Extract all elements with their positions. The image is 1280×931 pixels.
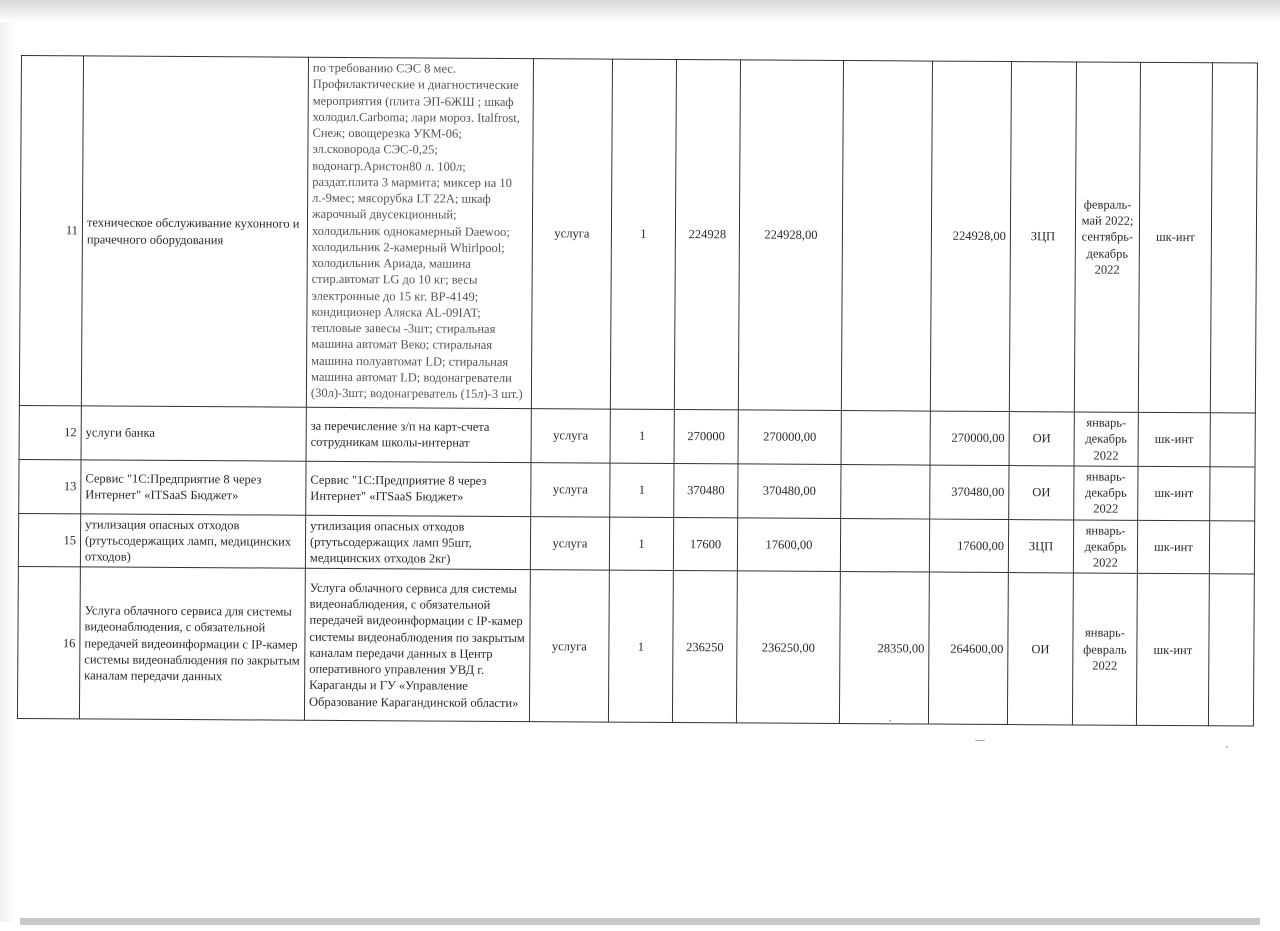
scan-bottom-edge [20,918,1260,925]
unit-cell: услуга [531,409,610,463]
quantity-cell: 1 [608,570,673,722]
scan-speck [889,720,891,722]
unit-cell: услуга [531,462,610,516]
total-cell: 370480,00 [930,465,1009,519]
last-cell [1208,574,1254,726]
service-specification: за перечисление з/п на карт-счета сотрудникам школы-интернат [306,407,531,462]
table-row [19,405,1255,466]
service-specification: утилизация опасных отходов (ртутьсодержащих ламп 95шт, медицинских отходов 2кг) [305,515,530,570]
procurement-table [17,55,1258,727]
extra-cell [840,518,929,572]
sum-cell: 236250,00 [736,571,840,724]
period-cell: январь-декабрь 2022 [1074,466,1138,520]
service-name: Сервис "1С:Предприятие 8 через Интернет" «ITSaaS Бюджет» [81,460,306,515]
sum-cell: 224928,00 [738,60,843,411]
sum-cell: 17600,00 [737,517,840,571]
row-number: 13 [19,459,81,513]
scan-speck [1226,746,1228,748]
service-name: техническое обслуживание кухонного и прачечного оборудования [81,56,308,407]
row-number: 11 [19,56,83,406]
price-cell: 370480 [674,463,738,517]
last-cell [1210,467,1255,521]
method-cell: ЗЦП [1008,519,1073,573]
sum-cell: 370480,00 [738,464,841,518]
table-row [19,459,1255,520]
last-cell [1209,520,1254,574]
total-cell: 270000,00 [930,411,1009,465]
service-specification: Услуга облачного сервиса для системы видеонаблюдения, с обязательной передачей видеоинформации с IP-камер системы видеонаблюдения по закрытым каналам передачи данных в Центр оперативного управления УВД г. Караганды и ГУ «Управление Образование Карагандинской области» [304,568,530,721]
last-cell [1210,63,1257,413]
organizer-cell: шк-инт [1136,574,1209,726]
service-specification: Сервис "1С:Предприятие 8 через Интернет" «ITSaaS Бюджет» [306,461,531,516]
service-name: услуги банка [81,406,306,461]
method-cell: ОИ [1009,412,1074,466]
scan-left-edge [0,22,18,922]
table-row [19,56,1257,414]
organizer-cell: шк-инт [1138,412,1210,466]
sum-cell: 270000,00 [738,410,841,464]
service-name: Услуга облачного сервиса для системы видеонаблюдения, с обязательной передачей видеоинформации с IP-камер системы видеонаблюдения по закрытым каналам передачи данных [79,567,305,720]
price-cell: 17600 [673,517,737,571]
total-cell: 264600,00 [928,572,1008,724]
extra-cell [841,411,930,465]
method-cell: ОИ [1009,465,1074,519]
method-cell: ЗЦП [1009,62,1076,412]
quantity-cell: 1 [610,409,674,463]
method-cell: ОИ [1007,573,1073,725]
service-name: утилизация опасных отходов (ртутьсодержащих ламп, медицинских отходов) [80,513,305,568]
quantity-cell: 1 [610,59,676,409]
price-cell: 270000 [674,409,738,463]
organizer-cell: шк-инт [1137,520,1209,574]
total-cell: 17600,00 [929,519,1008,573]
organizer-cell: шк-инт [1138,466,1210,520]
quantity-cell: 1 [610,463,674,517]
scan-speck [975,740,985,741]
table-row [17,567,1254,727]
quantity-cell: 1 [609,517,673,571]
extra-cell [841,464,930,518]
service-specification: по требованию СЭС 8 мес. Профилактические и диагностические мероприятия (плита ЭП-6ЖШ ; шкаф холодил.Carboma; лари мороз. Italfrost, Снеж; овощерезка УКМ-06; эл.сковорода СЭС-0,25; водонагр.Аристон80 л. 100л; раздат.плита 3 мармита; миксер на 10 л.-9мес; мясорубка LT 22A; шкаф жарочный двусекционный; холодильник однокамерный Daewoo; холодильник 2-камерный Whirlpool; холодильник Ариада, машина стир.автомат LG до 10 кг; весы электронные до 15 кг. ВР-4149; кондиционер Аляска AL-09IAT; тепловые завесы -3шт; стиральная машина автомат Веко; стиральная машина полуавтомат LD; стиральная машина автомат LD; водонагреватели (30л)-3шт; водонагреватель (15л)-3 шт.) [306,57,533,408]
period-cell: январь-февраль 2022 [1072,573,1137,725]
extra-cell [841,61,932,412]
table-row [18,513,1254,574]
price-cell: 236250 [672,571,737,723]
period-cell: январь-декабрь 2022 [1074,412,1138,466]
unit-cell: услуга [530,516,609,570]
scan-top-edge [0,0,1280,22]
extra-cell: 28350,00 [839,572,929,725]
period-cell: февраль-май 2022; сентябрь-декабрь 2022 [1074,62,1140,412]
row-number: 12 [19,405,81,459]
price-cell: 224928 [674,60,740,410]
period-cell: январь-декабрь 2022 [1073,519,1137,573]
unit-cell: услуга [529,570,609,722]
organizer-cell: шк-инт [1138,62,1212,412]
row-number: 15 [18,513,80,567]
total-cell: 224928,00 [930,61,1011,411]
last-cell [1210,413,1255,467]
row-number: 16 [17,567,80,719]
unit-cell: услуга [531,59,612,409]
